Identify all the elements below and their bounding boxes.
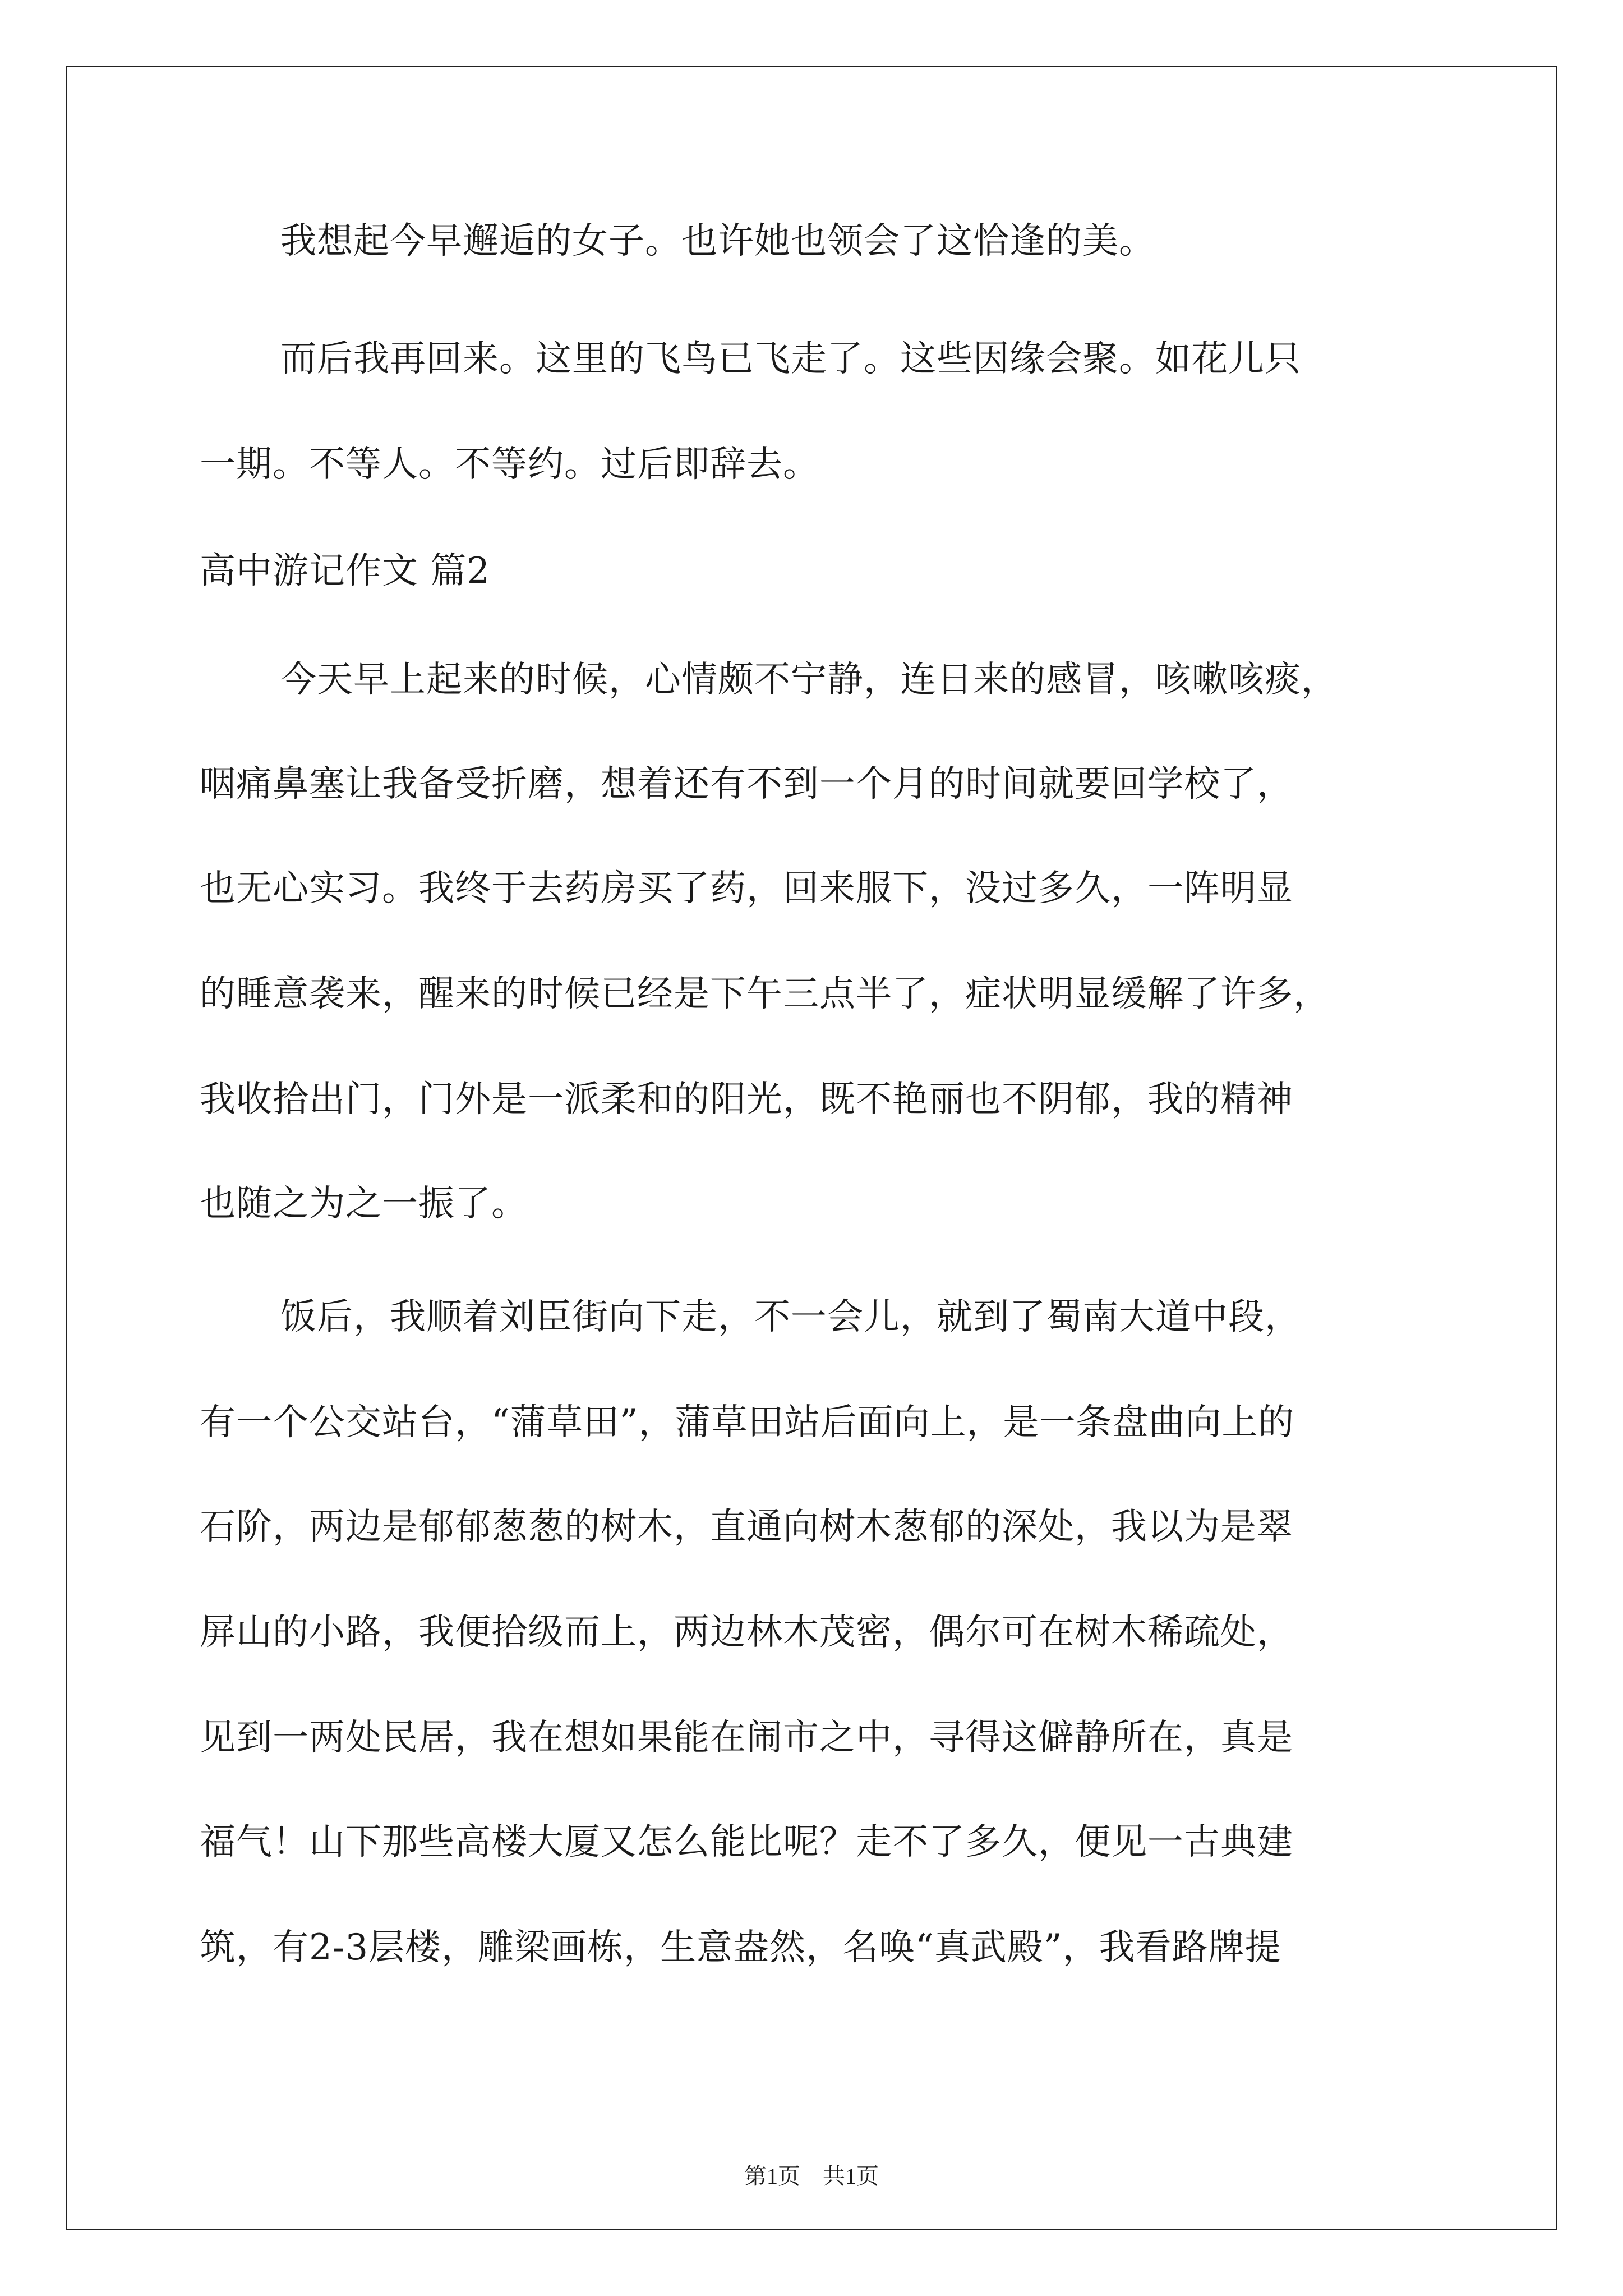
paragraph-line: 有一个公交站台，“蒲草田”，蒲草田站后面向上，是一条盘曲向上的 (200, 1402, 1295, 1443)
paragraph-line: 屏山的小路，我便拾级而上，两边林木茂密，偶尔可在树木稀疏处， (200, 1612, 1293, 1653)
paragraph-line: 福气！山下那些高楼大厦又怎么能比呢？走不了多久，便见一古典建 (200, 1821, 1293, 1863)
paragraph-line: 也随之为之一振了。 (200, 1183, 528, 1225)
page-number-footer: 第1页 共1页 (744, 2164, 879, 2189)
paragraph-line: 我收拾出门，门外是一派柔和的阳光，既不艳丽也不阴郁，我的精神 (200, 1079, 1293, 1120)
paragraph-line: 今天早上起来的时候，心情颇不宁静，连日来的感冒，咳嗽咳痰， (280, 659, 1338, 701)
paragraph-line: 我想起今早邂逅的女子。也许她也领会了这恰逢的美。 (280, 220, 1155, 262)
paragraph-line: 的睡意袭来，醒来的时候已经是下午三点半了，症状明显缓解了许多， (200, 973, 1330, 1015)
paragraph-line: 筑，有2-3层楼，雕梁画栋，生意盎然，名唤“真武殿”，我看路牌提 (200, 1927, 1281, 1968)
paragraph-line: 而后我再回来。这里的飞鸟已飞走了。这些因缘会聚。如花儿只 (280, 338, 1301, 380)
paragraph-line: 见到一两处民居，我在想如果能在闹市之中，寻得这僻静所在，真是 (200, 1717, 1293, 1759)
paragraph-line: 饭后，我顺着刘臣街向下走，不一会儿，就到了蜀南大道中段， (280, 1296, 1301, 1338)
paragraph-line: 咽痛鼻塞让我备受折磨，想着还有不到一个月的时间就要回学校了， (200, 763, 1293, 805)
page-border (66, 66, 1557, 2230)
paragraph-line: 也无心实习。我终于去药房买了药，回来服下，没过多久，一阵明显 (200, 868, 1293, 909)
section-heading: 高中游记作文 篇2 (200, 550, 491, 592)
paragraph-line: 一期。不等人。不等约。过后即辞去。 (200, 444, 819, 485)
paragraph-line: 石阶，两边是郁郁葱葱的树木，直通向树木葱郁的深处，我以为是翠 (200, 1506, 1293, 1548)
